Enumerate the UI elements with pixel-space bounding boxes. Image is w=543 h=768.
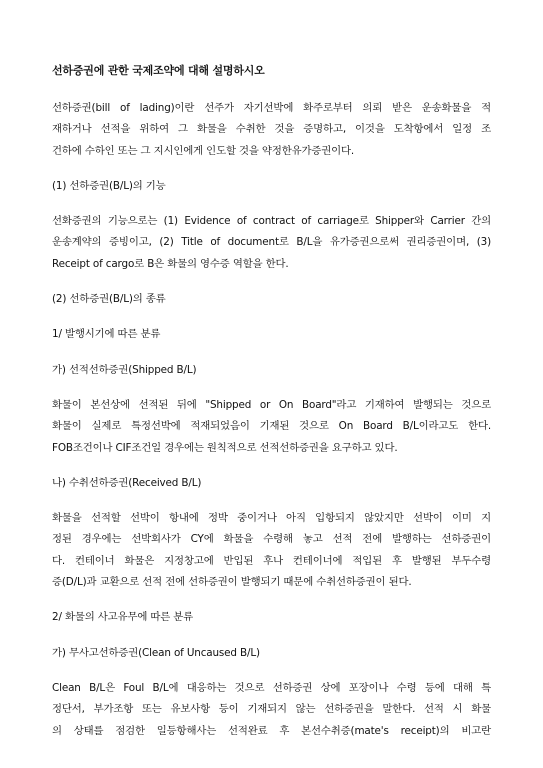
document-title: 선하증권에 관한 국제조약에 대해 설명하시오 [52, 64, 265, 77]
subsection-heading: 1/ 발행시기에 따른 분류 [52, 328, 161, 341]
text-line: 선화증권의 기능으로는 (1) Evidence of contract of carriage로 Shipper와 Carrier 간의 [52, 215, 491, 228]
subsection-heading: 2/ 화물의 사고유무에 따른 분류 [52, 611, 194, 624]
paragraph-bl-functions [52, 211, 491, 275]
item-heading: 나) 수취선하증권(Received B/L) [52, 476, 202, 489]
section-heading: (1) 선하증권(B/L)의 기능 [52, 179, 166, 192]
text-line: 정된 경우에는 선박회사가 CY에 화물을 수령해 놓고 선적 전에 발행하는 선하증권이 [52, 533, 491, 546]
text-line: 정단서, 부가조항 또는 유보사항 등이 기재되지 않는 선하증권을 말한다. 선적 시 화물 [52, 703, 491, 716]
text-line: 화물을 선적할 선박이 항내에 정박 중이거나 아직 입항되지 않았지만 선박이 이미 지 [52, 512, 491, 525]
text-line: 화물이 실제로 특정선박에 적재되었음이 기재된 것으로 On Board B/L이라고도 한다. [52, 420, 491, 433]
text-line: 운송계약의 증빙이고, (2) Title of document로 B/L을 유가증권으로써 권리증권이며, (3) [52, 236, 491, 249]
text-line: 의 상태를 점검한 일등항해사는 선적완료 후 본선수취증(mate's receipt)의 비고란 [52, 724, 491, 737]
text-line: 재하거나 선적을 위하여 그 화물을 수취한 것을 증명하고, 이것을 도착항에서 일정 조 [52, 123, 491, 136]
item-heading: 가) 선적선하증권(Shipped B/L) [52, 363, 197, 376]
paragraph-received-bl [52, 508, 491, 593]
text-line: FOB조건이나 CIF조건일 경우에는 원칙적으로 선적선하증권을 요구하고 있다. [52, 441, 398, 454]
item-heading: 가) 무사고선하증권(Clean of Uncaused B/L) [52, 646, 260, 659]
paragraph-clean-bl [52, 678, 491, 742]
section-heading: (2) 선하증권(B/L)의 종류 [52, 293, 166, 306]
text-line: 증(D/L)과 교환으로 선적 전에 선하증권이 발행되기 때문에 수취선하증권이 된다. [52, 576, 412, 589]
text-line: Clean B/L은 Foul B/L에 대응하는 것으로 선하증권 상에 포장이나 수령 등에 대해 특 [52, 681, 491, 694]
text-line: Receipt of cargo로 B은 화물의 영수증 역할을 한다. [52, 257, 289, 270]
text-line: 다. 컨테이너 화물은 지정창고에 반입된 후나 컨테이너에 적입된 후 발행된 부두수령 [52, 554, 491, 567]
text-line: 건하에 수하인 또는 그 지시인에게 인도할 것을 약정한유가증권이다. [52, 144, 355, 157]
paragraph-shipped-bl [52, 395, 491, 459]
text-line: 화물이 본선상에 선적된 뒤에 "Shipped or On Board"라고 기재하여 발행되는 것으로 [52, 398, 491, 411]
text-line: 선하증권(bill of lading)이란 선주가 자기선박에 화주로부터 의뢰 받은 운송화물을 적 [52, 102, 491, 114]
paragraph-bl-definition [52, 98, 491, 162]
